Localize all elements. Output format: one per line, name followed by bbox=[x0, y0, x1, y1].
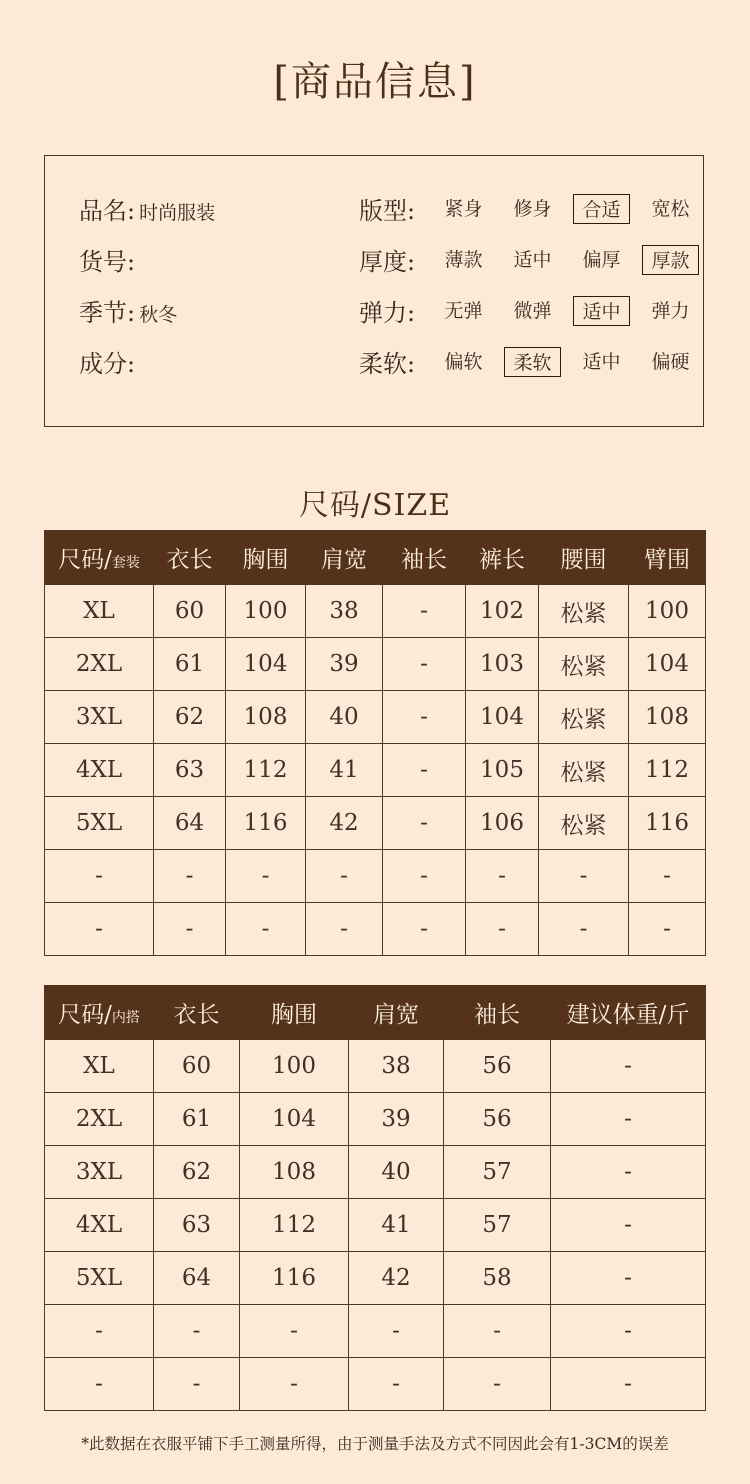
table-row bbox=[45, 638, 706, 691]
info-field-value: 秋冬 bbox=[139, 304, 178, 326]
table-row bbox=[45, 1358, 706, 1411]
attribute-label: 版型: bbox=[359, 197, 416, 225]
info-field-value: 时尚服装 bbox=[139, 202, 216, 224]
table-cell: 104 bbox=[226, 638, 306, 691]
table-cell: - bbox=[539, 850, 629, 903]
table-cell: - bbox=[629, 850, 706, 903]
info-field bbox=[79, 191, 215, 226]
table-cell: 57 bbox=[444, 1199, 551, 1252]
attribute-label: 弹力: bbox=[359, 299, 416, 327]
table-cell: - bbox=[349, 1358, 444, 1411]
size-table-set bbox=[44, 530, 706, 956]
table-row bbox=[45, 585, 706, 638]
table-cell: 42 bbox=[349, 1252, 444, 1305]
info-field bbox=[79, 242, 139, 277]
table-cell: - bbox=[629, 903, 706, 956]
table-cell: 63 bbox=[154, 1199, 240, 1252]
table-cell: - bbox=[551, 1040, 706, 1093]
info-row bbox=[45, 344, 703, 384]
table-cell: 58 bbox=[444, 1252, 551, 1305]
table-cell: - bbox=[154, 1358, 240, 1411]
size-table-inner bbox=[44, 985, 706, 1411]
info-row bbox=[45, 242, 703, 282]
table-cell: 108 bbox=[240, 1146, 349, 1199]
table-cell: 56 bbox=[444, 1040, 551, 1093]
table-cell: - bbox=[466, 850, 539, 903]
table-cell: - bbox=[539, 903, 629, 956]
table-cell: 38 bbox=[349, 1040, 444, 1093]
table-cell: - bbox=[444, 1305, 551, 1358]
table-cell: - bbox=[154, 903, 226, 956]
table-cell: 56 bbox=[444, 1093, 551, 1146]
attribute-option: 薄款 bbox=[444, 248, 483, 271]
page-title: [商品信息] bbox=[273, 59, 477, 105]
table-row bbox=[45, 1093, 706, 1146]
attribute-row bbox=[359, 191, 711, 226]
table-cell: 62 bbox=[154, 1146, 240, 1199]
table-row bbox=[45, 1305, 706, 1358]
attribute-option: 适中 bbox=[513, 248, 552, 271]
table-cell: 100 bbox=[226, 585, 306, 638]
table-cell: 104 bbox=[466, 691, 539, 744]
table-row bbox=[45, 691, 706, 744]
table-cell: 112 bbox=[240, 1199, 349, 1252]
table-cell: 103 bbox=[466, 638, 539, 691]
table-cell: 4XL bbox=[45, 1199, 154, 1252]
table-cell: - bbox=[551, 1146, 706, 1199]
table-cell: - bbox=[383, 638, 466, 691]
table-cell: 松紧 bbox=[539, 797, 629, 850]
table-cell: - bbox=[226, 903, 306, 956]
column-header: 袖长 bbox=[383, 531, 466, 585]
table-cell: - bbox=[383, 903, 466, 956]
table-cell: 116 bbox=[226, 797, 306, 850]
table-cell: - bbox=[306, 850, 383, 903]
column-header: 建议体重/斤 bbox=[551, 986, 706, 1040]
table-cell: 105 bbox=[466, 744, 539, 797]
table-cell: 64 bbox=[154, 1252, 240, 1305]
header-text: 尺码/ bbox=[58, 1002, 112, 1028]
table-cell: 2XL bbox=[45, 1093, 154, 1146]
table-cell: 41 bbox=[306, 744, 383, 797]
table-cell: - bbox=[240, 1358, 349, 1411]
table-cell: XL bbox=[45, 585, 154, 638]
table-cell: 40 bbox=[306, 691, 383, 744]
table-cell: - bbox=[45, 1358, 154, 1411]
attribute-row bbox=[359, 293, 711, 328]
attribute-option: 偏厚 bbox=[582, 248, 621, 271]
column-header: 胸围 bbox=[240, 986, 349, 1040]
table-cell: - bbox=[240, 1305, 349, 1358]
table-cell: 3XL bbox=[45, 691, 154, 744]
table-cell: - bbox=[45, 850, 154, 903]
column-header-size bbox=[45, 531, 154, 585]
attribute-option: 弹力 bbox=[651, 299, 690, 322]
attribute-option: 宽松 bbox=[651, 197, 690, 220]
attribute-option-selected: 柔软 bbox=[504, 347, 561, 377]
attribute-option: 偏软 bbox=[444, 350, 483, 373]
attribute-label: 厚度: bbox=[359, 248, 416, 276]
table-cell: 64 bbox=[154, 797, 226, 850]
table-cell: - bbox=[154, 850, 226, 903]
info-row bbox=[45, 191, 703, 231]
table-cell: 106 bbox=[466, 797, 539, 850]
table-cell: - bbox=[551, 1252, 706, 1305]
column-header-size bbox=[45, 986, 154, 1040]
attribute-option-selected: 合适 bbox=[573, 194, 630, 224]
column-header: 臂围 bbox=[629, 531, 706, 585]
info-field-label: 成分: bbox=[79, 350, 136, 378]
table-cell: 61 bbox=[154, 638, 226, 691]
table-cell: 116 bbox=[629, 797, 706, 850]
table-cell: 39 bbox=[349, 1093, 444, 1146]
column-header: 袖长 bbox=[444, 986, 551, 1040]
table-cell: - bbox=[45, 1305, 154, 1358]
table-cell: 4XL bbox=[45, 744, 154, 797]
table-cell: 61 bbox=[154, 1093, 240, 1146]
info-field-label: 季节: bbox=[79, 299, 136, 327]
attribute-label: 柔软: bbox=[359, 350, 416, 378]
table-cell: 102 bbox=[466, 585, 539, 638]
info-row bbox=[45, 293, 703, 333]
size-section-title: 尺码/SIZE bbox=[298, 488, 452, 523]
header-subtext: 内搭 bbox=[111, 1010, 140, 1026]
table-cell: - bbox=[383, 850, 466, 903]
table-cell: 100 bbox=[629, 585, 706, 638]
table-cell: 104 bbox=[240, 1093, 349, 1146]
attribute-option: 微弹 bbox=[513, 299, 552, 322]
table-cell: - bbox=[551, 1358, 706, 1411]
header-text: 尺码/ bbox=[58, 547, 112, 573]
column-header: 衣长 bbox=[154, 986, 240, 1040]
table-cell: 42 bbox=[306, 797, 383, 850]
info-field bbox=[79, 344, 139, 379]
table-cell: - bbox=[383, 691, 466, 744]
attribute-option-selected: 适中 bbox=[573, 296, 630, 326]
table-cell: 松紧 bbox=[539, 691, 629, 744]
table-cell: - bbox=[383, 744, 466, 797]
attribute-option: 修身 bbox=[513, 197, 552, 220]
table-cell: - bbox=[383, 797, 466, 850]
table-row bbox=[45, 1146, 706, 1199]
table-cell: 108 bbox=[226, 691, 306, 744]
table-cell: - bbox=[226, 850, 306, 903]
measurement-note: *此数据在衣服平铺下手工测量所得，由于测量手法及方式不同因此会有1-3CM的误差 bbox=[81, 1435, 669, 1453]
table-cell: 41 bbox=[349, 1199, 444, 1252]
table-cell: XL bbox=[45, 1040, 154, 1093]
table-cell: 108 bbox=[629, 691, 706, 744]
column-header: 肩宽 bbox=[349, 986, 444, 1040]
table-cell: - bbox=[306, 903, 383, 956]
column-header: 衣长 bbox=[154, 531, 226, 585]
table-cell: 38 bbox=[306, 585, 383, 638]
attribute-option: 适中 bbox=[582, 350, 621, 373]
table-cell: 2XL bbox=[45, 638, 154, 691]
table-cell: - bbox=[383, 585, 466, 638]
table-cell: 60 bbox=[154, 1040, 240, 1093]
table-cell: - bbox=[551, 1093, 706, 1146]
attribute-row bbox=[359, 344, 711, 379]
table-cell: 112 bbox=[226, 744, 306, 797]
column-header: 腰围 bbox=[539, 531, 629, 585]
table-cell: 60 bbox=[154, 585, 226, 638]
table-cell: - bbox=[444, 1358, 551, 1411]
table-row bbox=[45, 1252, 706, 1305]
table-cell: - bbox=[466, 903, 539, 956]
table-cell: 松紧 bbox=[539, 744, 629, 797]
column-header: 胸围 bbox=[226, 531, 306, 585]
table-cell: 松紧 bbox=[539, 585, 629, 638]
table-cell: 3XL bbox=[45, 1146, 154, 1199]
attribute-option-selected: 厚款 bbox=[642, 245, 699, 275]
table-cell: 5XL bbox=[45, 797, 154, 850]
table-cell: - bbox=[551, 1199, 706, 1252]
column-header: 裤长 bbox=[466, 531, 539, 585]
table-cell: 5XL bbox=[45, 1252, 154, 1305]
table-row bbox=[45, 850, 706, 903]
column-header: 肩宽 bbox=[306, 531, 383, 585]
table-row bbox=[45, 1040, 706, 1093]
table-cell: 100 bbox=[240, 1040, 349, 1093]
table-cell: 62 bbox=[154, 691, 226, 744]
table-cell: 112 bbox=[629, 744, 706, 797]
info-field bbox=[79, 293, 177, 328]
table-cell: 40 bbox=[349, 1146, 444, 1199]
table-cell: - bbox=[349, 1305, 444, 1358]
info-field-label: 货号: bbox=[79, 248, 136, 276]
table-cell: 57 bbox=[444, 1146, 551, 1199]
table-row bbox=[45, 744, 706, 797]
table-cell: - bbox=[551, 1305, 706, 1358]
table-cell: - bbox=[154, 1305, 240, 1358]
table-cell: 39 bbox=[306, 638, 383, 691]
table-row bbox=[45, 1199, 706, 1252]
product-info-box bbox=[44, 155, 704, 427]
table-row bbox=[45, 903, 706, 956]
table-cell: 116 bbox=[240, 1252, 349, 1305]
attribute-option: 偏硬 bbox=[651, 350, 690, 373]
header-subtext: 套装 bbox=[111, 555, 140, 571]
table-cell: 松紧 bbox=[539, 638, 629, 691]
table-row bbox=[45, 797, 706, 850]
table-cell: 104 bbox=[629, 638, 706, 691]
attribute-row bbox=[359, 242, 711, 277]
attribute-option: 紧身 bbox=[444, 197, 483, 220]
table-cell: 63 bbox=[154, 744, 226, 797]
table-cell: - bbox=[45, 903, 154, 956]
info-field-label: 品名: bbox=[79, 197, 136, 225]
attribute-option: 无弹 bbox=[444, 299, 483, 322]
